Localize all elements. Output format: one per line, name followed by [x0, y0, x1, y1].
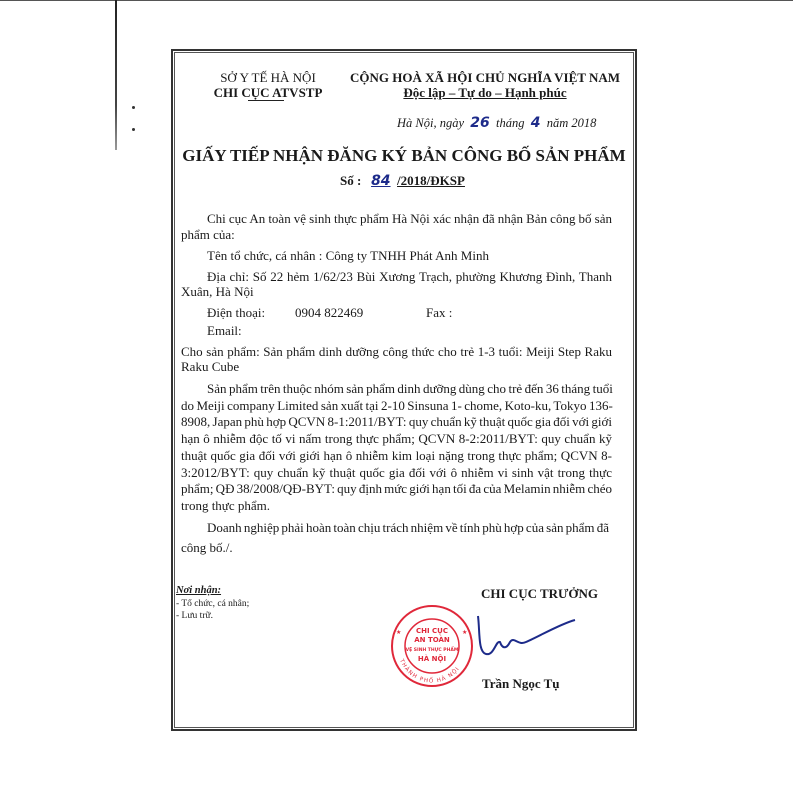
address-line: Địa chỉ: Số 22 hẻm 1/62/23 Bùi Xương Trạch, phường Khương Đình, Thanh [207, 269, 612, 284]
handwritten-signature [470, 612, 580, 662]
details-line: phẩm; QĐ 38/2008/QĐ-BYT: quy định mức giới hạn tối đa của Melamin nhiễm chéo [181, 481, 612, 497]
organization: Tên tổ chức, cá nhân : Công ty TNHH Phát Anh Minh [207, 248, 489, 263]
document-title: GIẤY TIẾP NHẬN ĐĂNG KÝ BẢN CÔNG BỐ SẢN PHẨM [182, 146, 626, 165]
date-year: năm 2018 [546, 116, 597, 130]
agency-department: CHI CỤC ATVSTP [213, 85, 323, 100]
agency-name: SỞ Y TẾ HÀ NỘI [220, 70, 316, 85]
document-number [340, 172, 465, 190]
svg-text:AN TOÀN: AN TOÀN [414, 636, 450, 644]
number-suffix: /2018/ĐKSP [397, 173, 465, 188]
intro-line: Chi cục An toàn vệ sinh thực phẩm Hà Nội xác nhận đã nhận Bản công bố sản [207, 211, 612, 226]
national-motto: Độc lập – Tự do – Hạnh phúc [403, 85, 567, 100]
scan-edge-line [115, 0, 117, 150]
svg-text:★: ★ [462, 630, 468, 636]
phone-label: Điện thoại: [207, 305, 266, 320]
phone-value: 0904 822469 [295, 305, 364, 320]
number-value: 84 [371, 173, 391, 189]
date-day: 26 [470, 115, 490, 131]
details-line: 8908, Japan phù hợp QCVN 8-1:2011/BYT: quy chuẩn kỹ thuật quốc gia đối với giới [181, 414, 612, 430]
scan-edge [0, 0, 793, 1]
signer-position: CHI CỤC TRƯỞNG [481, 586, 599, 601]
details-line: 3:2012/BYT: quy chuẩn kỹ thuật quốc gia đối với ô nhiễm vi sinh vật trong thực [181, 464, 612, 480]
product-line: Cho sản phẩm: Sản phẩm dinh dưỡng công thức cho trẻ 1-3 tuổi: Meiji Step Raku [181, 344, 612, 359]
svg-text:VỆ SINH THỰC PHẨM: VỆ SINH THỰC PHẨM [405, 648, 459, 653]
address-line: Xuân, Hà Nội [181, 284, 254, 299]
intro-line: phẩm của: [181, 227, 235, 242]
official-stamp [390, 604, 474, 688]
signer-name: Trần Ngọc Tụ [482, 676, 560, 691]
svg-text:★: ★ [396, 630, 402, 636]
underline [248, 100, 284, 101]
svg-text:HÀ NỘI: HÀ NỘI [417, 655, 447, 663]
date-prefix: Hà Nội, ngày [397, 116, 465, 130]
number-label: Số : [340, 173, 362, 188]
recipient-item: - Lưu trữ. [176, 611, 213, 621]
fax-label: Fax : [426, 305, 453, 320]
scan-speck [132, 128, 135, 131]
details-line: do Meiji company Limited sản xuất tại 2-10 Sinsuna 1- chome, Koto-ku, Tokyo 136- [181, 397, 613, 413]
responsibility-line: công bố./. [181, 540, 233, 555]
email-label: Email: [207, 323, 242, 338]
date-month-label: tháng [496, 116, 525, 130]
product-line: Raku Cube [181, 359, 240, 374]
details-line: trong thực phẩm. [181, 497, 271, 513]
date-line [397, 115, 596, 132]
responsibility-line: Doanh nghiệp phải hoàn toàn chịu trách nhiệm về tính phù hợp của sản phẩm đã [207, 520, 609, 535]
date-month: 4 [530, 115, 541, 131]
scan-speck [132, 106, 135, 109]
svg-text:CHI CỤC: CHI CỤC [416, 627, 448, 635]
svg-text:THÀNH PHỐ HÀ NỘI: THÀNH PHỐ HÀ NỘI [398, 658, 462, 685]
recipient-item: - Tổ chức, cá nhân; [176, 599, 250, 609]
recipients-label: Nơi nhận: [176, 585, 222, 596]
national-title: CỘNG HOÀ XÃ HỘI CHỦ NGHĨA VIỆT NAM [350, 70, 621, 85]
details-line: Sản phẩm trên thuộc nhóm sản phẩm dinh dưỡng dùng cho trẻ đến 36 tháng tuổi [207, 381, 613, 396]
details-line: hạn ô nhiễm độc tố vi nấm trong thực phẩm; QCVN 8-2:2011/BYT: quy chuẩn kỹ [181, 431, 612, 447]
details-line: thuật quốc gia đối với giới hạn ô nhiễm kim loại nặng trong thực phẩm; QCVN 8- [181, 447, 612, 463]
